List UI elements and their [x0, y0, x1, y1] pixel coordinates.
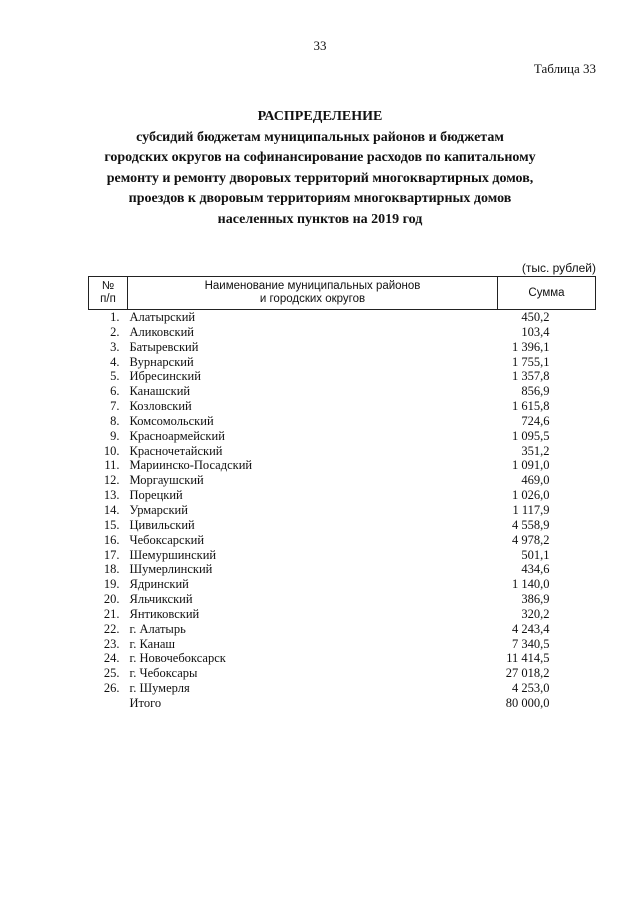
row-sum: 1 755,1	[512, 354, 550, 369]
table-row	[89, 518, 596, 533]
row-name: Цивильский	[129, 517, 195, 532]
table-row	[89, 384, 596, 399]
row-number: 14.	[103, 502, 120, 517]
title-line: субсидий бюджетам муниципальных районов и бюджетам	[136, 129, 504, 145]
row-name: Красночетайский	[129, 443, 223, 458]
row-sum: 1 615,8	[512, 399, 550, 414]
row-name: Порецкий	[129, 488, 183, 503]
row-name: Шумерлинский	[129, 562, 213, 577]
table-reference: Таблица 33	[533, 61, 596, 76]
row-sum: 501,1	[521, 547, 550, 562]
row-number: 2.	[110, 324, 120, 339]
row-name: г. Новочебоксарск	[129, 651, 226, 666]
row-name: Мариинско-Посадский	[129, 458, 253, 473]
row-number: 13.	[103, 488, 120, 503]
total-row	[89, 696, 596, 711]
row-name: Чебоксарский	[129, 532, 205, 547]
row-name: Козловский	[129, 399, 192, 414]
row-number: 7.	[110, 399, 120, 414]
table-row	[89, 429, 596, 444]
table-row	[89, 369, 596, 384]
row-sum: 724,6	[521, 413, 550, 428]
row-sum: 434,6	[521, 562, 550, 577]
total-sum: 80 000,0	[505, 695, 550, 710]
row-sum: 11 414,5	[506, 651, 550, 666]
row-sum: 469,0	[521, 473, 550, 488]
row-number: 6.	[110, 384, 120, 399]
row-name: г. Чебоксары	[129, 666, 198, 681]
row-number: 19.	[103, 577, 120, 592]
header-name	[128, 277, 498, 310]
distribution-table	[88, 276, 596, 711]
table-row	[89, 651, 596, 666]
row-name: Ибресинский	[129, 369, 201, 384]
row-name: Шемуршинский	[129, 547, 217, 562]
row-number: 21.	[103, 606, 120, 621]
row-sum: 1 357,8	[512, 369, 550, 384]
table-row	[89, 340, 596, 355]
title-line: населенных пунктов на 2019 год	[217, 211, 423, 227]
table-row	[89, 533, 596, 548]
row-name: Алатырский	[129, 310, 196, 324]
table-row	[89, 681, 596, 696]
row-number: 3.	[110, 339, 120, 354]
table-header-row	[89, 277, 596, 310]
document-title	[80, 107, 560, 230]
header-name-line: Наименование муниципальных районов	[204, 280, 421, 292]
row-number: 12.	[103, 473, 120, 488]
table-row	[89, 444, 596, 459]
row-name: г. Шумерля	[129, 681, 190, 696]
row-name: Урмарский	[129, 502, 188, 517]
row-number: 1.	[110, 310, 120, 324]
header-sum: Сумма	[498, 277, 596, 310]
row-name: г. Канаш	[129, 636, 176, 651]
row-name: Янтиковский	[129, 606, 200, 621]
table-row	[89, 399, 596, 414]
row-name: Канашский	[129, 384, 191, 399]
table-row	[89, 355, 596, 370]
table-row	[89, 488, 596, 503]
table-row	[89, 414, 596, 429]
table-row	[89, 473, 596, 488]
row-number: 15.	[103, 517, 120, 532]
row-sum: 4 253,0	[512, 681, 550, 696]
header-number-line: №	[101, 280, 115, 292]
table-row	[89, 458, 596, 473]
row-sum: 27 018,2	[505, 666, 550, 681]
table-row	[89, 310, 596, 325]
row-number: 10.	[103, 443, 120, 458]
row-number: 23.	[103, 636, 120, 651]
row-number: 4.	[110, 354, 120, 369]
row-number: 25.	[103, 666, 120, 681]
row-name: Аликовский	[129, 324, 194, 339]
table-row	[89, 548, 596, 563]
header-number	[89, 277, 128, 310]
title-line: ремонту и ремонту дворовых территорий многоквартирных домов,	[106, 170, 534, 186]
row-sum: 1 140,0	[512, 577, 550, 592]
title-heading: РАСПРЕДЕЛЕНИЕ	[257, 109, 383, 124]
title-line: городских округов на софинансирование расходов по капитальному	[104, 150, 536, 165]
row-name: Батыревский	[129, 339, 199, 354]
row-sum: 4 558,9	[512, 517, 550, 532]
row-name: Красноармейский	[129, 428, 225, 443]
header-number-line: п/п	[100, 293, 116, 305]
row-sum: 856,9	[521, 384, 550, 399]
table-row	[89, 503, 596, 518]
row-number: 24.	[103, 651, 120, 666]
table-row	[89, 562, 596, 577]
title-line: проездов к дворовым территориям многоквартирных домов	[128, 191, 512, 206]
row-sum: 7 340,5	[512, 636, 550, 651]
row-number: 17.	[103, 547, 120, 562]
table-row	[89, 637, 596, 652]
table-body	[89, 310, 596, 711]
row-name: г. Алатырь	[129, 621, 186, 636]
row-number: 20.	[103, 592, 120, 607]
row-sum: 1 091,0	[512, 458, 550, 473]
units-label: (тыс. рублей)	[521, 261, 596, 275]
table-row	[89, 325, 596, 340]
row-sum: 1 396,1	[512, 339, 550, 354]
row-sum: 450,2	[521, 310, 550, 324]
row-sum: 1 026,0	[512, 488, 550, 503]
row-name: Яльчикский	[129, 592, 193, 607]
table-row	[89, 607, 596, 622]
row-number: 5.	[110, 369, 120, 384]
row-sum: 4 243,4	[512, 621, 550, 636]
row-number: 8.	[110, 413, 120, 428]
row-number: 26.	[103, 681, 120, 696]
row-name: Ядринский	[129, 577, 189, 592]
table-row	[89, 666, 596, 681]
total-number	[89, 696, 128, 711]
table-row	[89, 622, 596, 637]
total-label: Итого	[129, 695, 162, 710]
row-sum: 103,4	[521, 324, 550, 339]
row-number: 9.	[110, 428, 120, 443]
row-number: 11.	[104, 458, 120, 473]
row-name: Комсомольский	[129, 413, 214, 428]
row-name: Вурнарский	[129, 354, 194, 369]
row-name: Моргаушский	[129, 473, 204, 488]
row-sum: 1 095,5	[512, 428, 550, 443]
table-row	[89, 577, 596, 592]
page-number: 33	[313, 38, 327, 53]
row-number: 16.	[103, 532, 120, 547]
row-sum: 386,9	[521, 592, 550, 607]
row-sum: 320,2	[521, 606, 550, 621]
header-name-line: и городских округов	[259, 293, 366, 305]
row-sum: 4 978,2	[512, 532, 550, 547]
table-row	[89, 592, 596, 607]
row-sum: 1 117,9	[512, 502, 550, 517]
row-number: 18.	[103, 562, 120, 577]
row-sum: 351,2	[521, 443, 550, 458]
row-number: 22.	[103, 621, 120, 636]
